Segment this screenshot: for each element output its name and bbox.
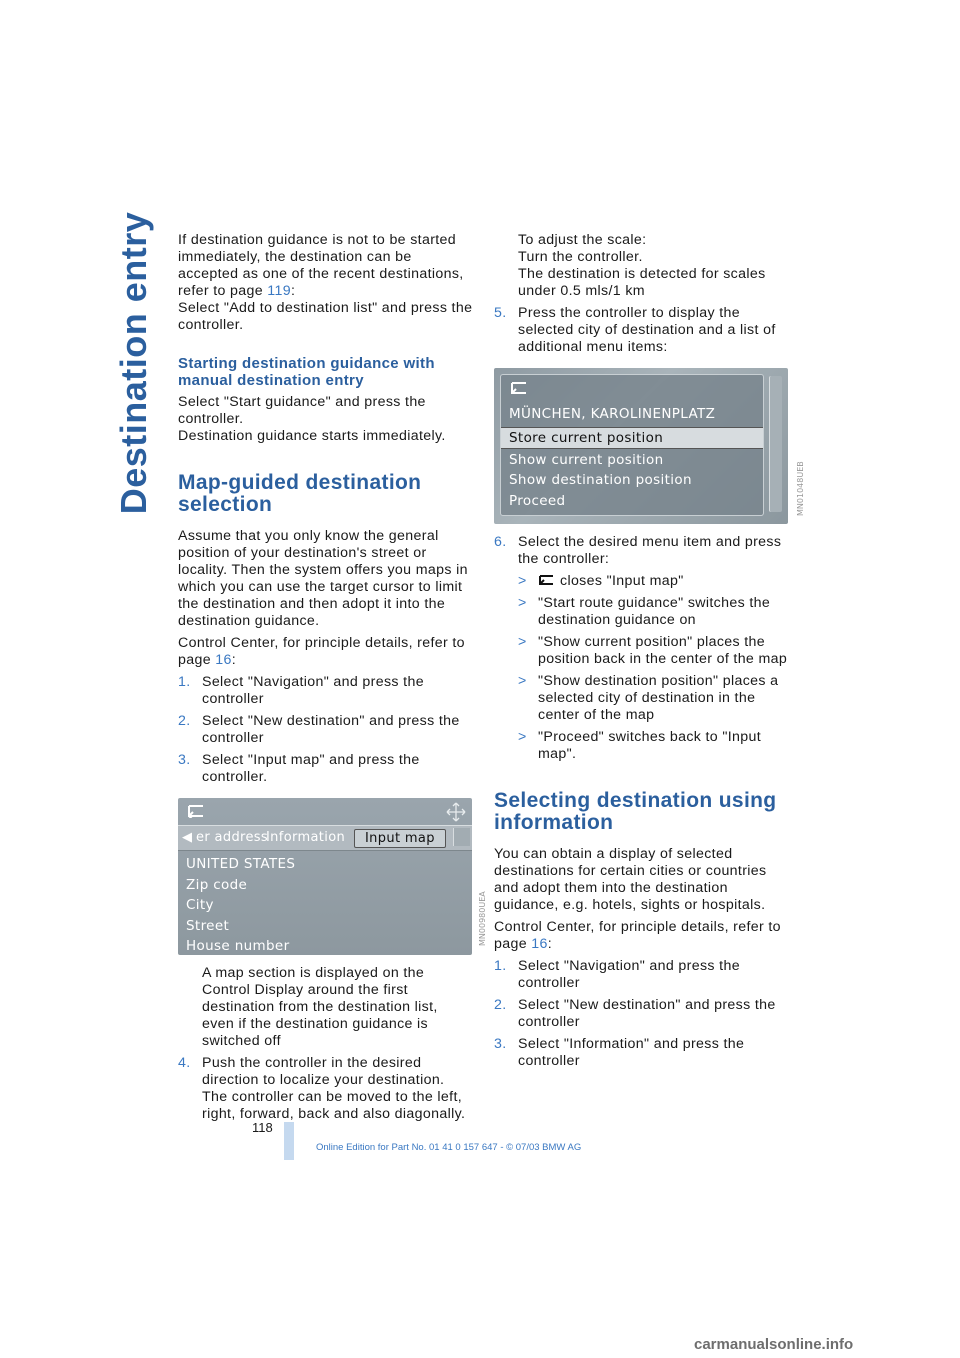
step-2: 2. Select "New destination" and press the controller (178, 713, 460, 746)
list-item[interactable]: Zip code (186, 876, 248, 893)
tab-bar (178, 825, 472, 851)
step-6: 6. Select the desired menu item and press the controller: (494, 534, 782, 567)
step-5: 5. Press the controller to display the selected city of destination and a list of additional menu items: (494, 305, 776, 355)
watermark: carmanualsonline.info (694, 1336, 854, 1353)
menu-item[interactable]: Show destination position (509, 472, 692, 488)
step-2: 2. Select "New destination" and press the controller (494, 997, 776, 1030)
list-item[interactable]: UNITED STATES (186, 856, 296, 872)
image-code: MN00980UEA (478, 891, 487, 946)
section-title: Destination entry (113, 211, 154, 515)
paragraph: To adjust the scale: Turn the controller. The destination is detected for scales under 0.5 mls/1 km (518, 232, 766, 299)
left-column (178, 232, 474, 1128)
step-3: 3. Select "Information" and press the controller (494, 1036, 745, 1069)
tab-input-map[interactable]: Input map (354, 829, 446, 848)
subheading: Starting destination guidance with manual destination entry (178, 355, 435, 389)
footer-bar (284, 1122, 294, 1160)
step-4: 4. Push the controller in the desired direction to localize your destination. The controller can be moved to the left, right, forward, back and also diagonally. (178, 1055, 466, 1122)
menu-item[interactable]: Show current position (509, 452, 664, 468)
menu-item-selected[interactable]: Store current position (501, 427, 763, 449)
list-item[interactable]: Street (186, 917, 230, 934)
heading-information: Selecting destination using information (494, 789, 777, 834)
bullet-item: > "Start route guidance" switches the destination guidance on (518, 595, 771, 628)
image-code: MN01048UEB (796, 461, 805, 516)
page-number: 118 (252, 1120, 273, 1135)
paragraph: Control Center, for principle details, refer to page 16: (178, 635, 465, 668)
scrollbar[interactable] (769, 376, 782, 512)
menu-item[interactable]: Proceed (509, 493, 566, 509)
bullet-item: > closes "Input map" (518, 573, 684, 589)
back-arrow-icon (538, 574, 556, 586)
paragraph: A map section is displayed on the Control Display around the first destination from the destination list, even if the destination guidance is switched off (202, 965, 438, 1049)
step-3: 3. Select "Input map" and press the controller. (178, 752, 420, 785)
map-menu-panel (500, 374, 764, 516)
footer-text: Online Edition for Part No. 01 41 0 157 647 - © 07/03 BMW AG (316, 1142, 582, 1153)
menu-list (186, 854, 295, 955)
paragraph: Select "Start guidance" and press the controller. Destination guidance starts immediately. (178, 394, 446, 444)
page-link[interactable]: 16 (531, 936, 548, 952)
back-arrow-icon[interactable] (509, 381, 529, 395)
back-arrow-icon (186, 804, 206, 818)
tab-information[interactable]: Information (266, 830, 346, 845)
map-menu-screenshot (494, 368, 788, 524)
list-item[interactable]: House number (186, 938, 290, 955)
step-1: 1. Select "Navigation" and press the controller (178, 674, 424, 707)
paragraph: Assume that you only know the general position of your destination's street or locality. Then the system offers you maps in which you can use the target cursor to limit the destination and then adopt it into the destination guidance. (178, 528, 468, 629)
paragraph: If destination guidance is not to be started immediately, the destination can be accepted as one of the recent destinations, refer to page 119: Select "Add to destination list" and press the controller. (178, 232, 473, 333)
step-1: 1. Select "Navigation" and press the controller (494, 958, 740, 991)
bullet-item: > "Proceed" switches back to "Input map". (518, 729, 762, 762)
tab-enter-address[interactable]: er address (196, 830, 269, 845)
bullet-item: > "Show current position" places the position back in the center of the map (518, 634, 788, 667)
right-column (494, 232, 790, 1075)
page-link[interactable]: 119 (267, 283, 291, 299)
list-item[interactable]: City (186, 897, 214, 914)
direction-cross-icon (446, 802, 466, 822)
bullet-item: > "Show destination position" places a selected city of destination in the center of the map (518, 673, 779, 723)
tab-bar-end (453, 828, 470, 846)
heading-map-guided: Map-guided destination selection (178, 471, 422, 516)
city-title: MÜNCHEN, KAROLINENPLATZ (509, 406, 716, 422)
page-link[interactable]: 16 (215, 652, 232, 668)
paragraph: You can obtain a display of selected destinations for certain cities or countries and adopt them into the destination guidance, e.g. hotels, sights or hospitals. (494, 846, 767, 913)
input-map-screenshot (178, 798, 472, 955)
left-arrow-icon[interactable]: ◀ (182, 830, 193, 845)
paragraph: Control Center, for principle details, refer to page 16: (494, 919, 781, 952)
